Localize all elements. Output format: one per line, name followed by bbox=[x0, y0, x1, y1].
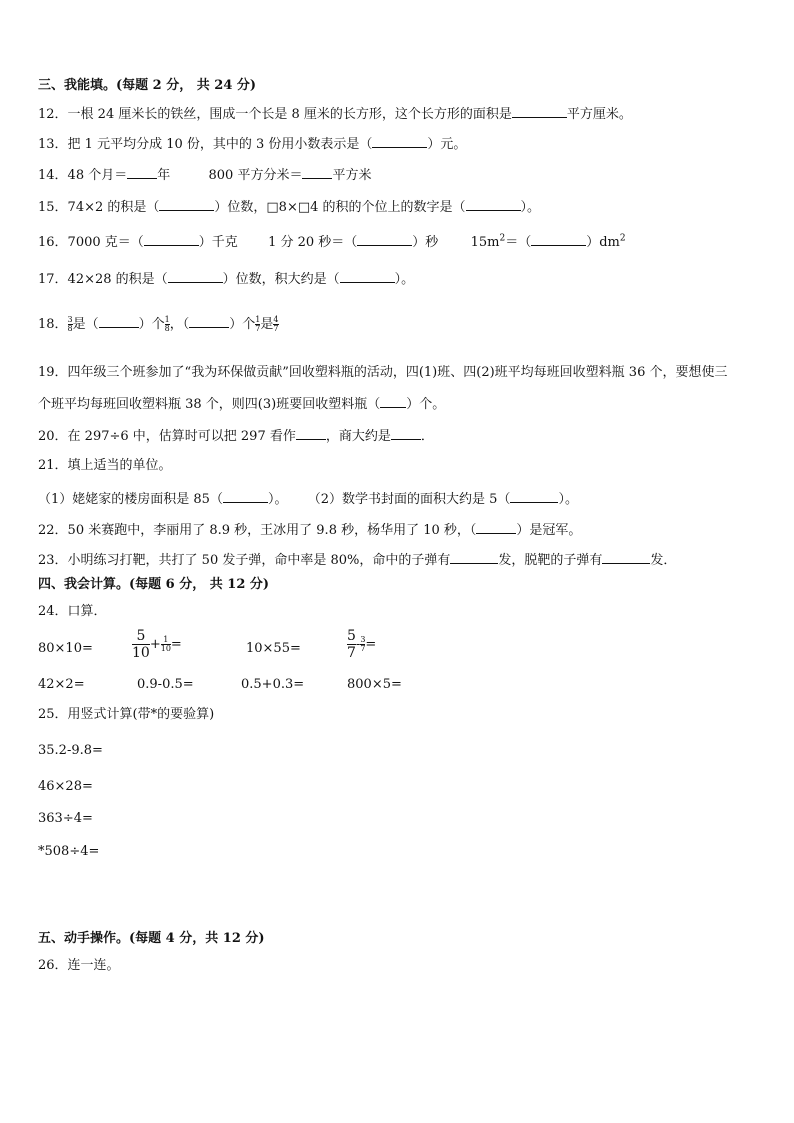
question-24-title: 24．口算． bbox=[38, 604, 107, 619]
question-21-parts bbox=[38, 490, 578, 508]
question-17 bbox=[38, 270, 414, 288]
q12-answer-blank[interactable] bbox=[512, 105, 567, 118]
question-22 bbox=[38, 521, 581, 539]
question-15 bbox=[38, 198, 540, 216]
q24-item-4-frac-b: $\frac{3}{7}$ bbox=[360, 635, 366, 653]
q24-item-2-frac-a: $\frac{5}{10}$ bbox=[132, 628, 150, 661]
q18-fraction-3: $\frac{1}{7}$ bbox=[255, 315, 261, 333]
q16-text-b: 1 分 20 秒＝（ bbox=[268, 235, 358, 250]
question-18 bbox=[38, 315, 279, 333]
q24-item-7: 0.5+0.3= bbox=[241, 677, 305, 692]
q14-unit-b: 平方米 bbox=[332, 168, 372, 183]
q24-item-5: 42×2= bbox=[38, 677, 85, 692]
q13-answer-blank[interactable] bbox=[372, 135, 427, 148]
q18-text-d: ）个 bbox=[229, 317, 256, 332]
q23-text-c: 发． bbox=[650, 553, 677, 568]
q24-item-4-eq: = bbox=[365, 637, 377, 652]
q16-exponent-2: 2 bbox=[619, 233, 626, 244]
q24-item-4-op: - bbox=[355, 637, 361, 652]
q17-text-c: ）。 bbox=[394, 272, 415, 287]
q16-unit-b: ）秒 bbox=[412, 235, 439, 250]
question-26: 26．连一连。 bbox=[38, 958, 120, 973]
q16-text-c: 15m bbox=[470, 235, 500, 250]
q25-item-4: *508÷4= bbox=[38, 844, 100, 859]
q16-answer-blank-1[interactable] bbox=[144, 233, 199, 246]
q24-item-6: 0.9-0.5= bbox=[137, 677, 194, 692]
q20-text-c: ． bbox=[420, 429, 434, 444]
q15-text-b: ）位数，□8×□4 的积的个位上的数字是（ bbox=[214, 200, 466, 215]
q18-text-c: ，（ bbox=[169, 317, 190, 332]
q18-text-e: 是 bbox=[260, 317, 274, 332]
q23-answer-blank-2[interactable] bbox=[602, 551, 650, 564]
q24-item-1: 80×10= bbox=[38, 641, 93, 656]
q16-text-d: ＝（ bbox=[505, 235, 532, 250]
q16-answer-blank-3[interactable] bbox=[531, 233, 586, 246]
q14-text-b: 800 平方分米＝ bbox=[208, 168, 303, 183]
q20-text-a: 20．在 297÷6 中，估算时可以把 297 看作 bbox=[38, 429, 296, 444]
question-14 bbox=[38, 166, 371, 184]
q21-part2-end: ）。 bbox=[558, 492, 578, 507]
q12-unit: 平方厘米。 bbox=[566, 107, 632, 122]
q14-unit-a: 年 bbox=[157, 168, 171, 183]
q16-answer-blank-2[interactable] bbox=[357, 233, 412, 246]
q21-answer-blank-1[interactable] bbox=[223, 490, 268, 503]
q23-text-a: 23．小明练习打靶，共打了 50 发子弹，命中率是 80%，命中的子弹有 bbox=[38, 553, 451, 568]
q24-item-2-op: + bbox=[149, 637, 161, 652]
q25-item-1: 35.2-9.8= bbox=[38, 743, 103, 758]
q18-number: 18． bbox=[38, 317, 68, 332]
section-3-heading: 三、我能填。(每题 2 分， 共 24 分) bbox=[38, 78, 257, 93]
q17-answer-blank-2[interactable] bbox=[340, 270, 395, 283]
q19-answer-blank[interactable] bbox=[380, 395, 406, 408]
question-20 bbox=[38, 427, 434, 445]
q14-answer-blank-2[interactable] bbox=[302, 166, 332, 179]
q21-answer-blank-2[interactable] bbox=[510, 490, 558, 503]
question-25-title: 25．用竖式计算(带*的要验算) bbox=[38, 707, 215, 722]
q21-part1-end: ）。 bbox=[267, 492, 288, 507]
q24-item-4 bbox=[347, 628, 376, 661]
q13-unit: ）元。 bbox=[427, 137, 467, 152]
q17-text-b: ）位数，积大约是（ bbox=[222, 272, 340, 287]
q16-exponent-1: 2 bbox=[499, 233, 506, 244]
q14-text-a: 14．48 个月＝ bbox=[38, 168, 128, 183]
question-23 bbox=[38, 551, 676, 569]
q23-text-b: 发，脱靶的子弹有 bbox=[498, 553, 603, 568]
q18-answer-blank-1[interactable] bbox=[99, 315, 139, 328]
q16-text-a: 16．7000 克＝（ bbox=[38, 235, 144, 250]
q25-item-3: 363÷4= bbox=[38, 811, 93, 826]
q24-item-3: 10×55= bbox=[246, 641, 301, 656]
question-21-title: 21．填上适当的单位。 bbox=[38, 458, 172, 473]
q18-fraction-2: $\frac{1}{8}$ bbox=[164, 315, 170, 333]
q24-item-8: 800×5= bbox=[347, 677, 402, 692]
q22-text: 22．50 米赛跑中，李丽用了 8.9 秒，王冰用了 9.8 秒，杨华用了 10 秒，（ bbox=[38, 523, 477, 538]
question-19-line-2 bbox=[38, 395, 445, 413]
question-16 bbox=[38, 233, 626, 251]
question-12 bbox=[38, 105, 632, 123]
q21-part1-text: （1）姥姥家的楼房面积是 85（ bbox=[38, 492, 223, 507]
q18-fraction-1: $\frac{3}{8}$ bbox=[67, 315, 73, 333]
q19-unit: ）个。 bbox=[406, 397, 446, 412]
q15-answer-blank-2[interactable] bbox=[466, 198, 521, 211]
q16-unit-a: ）千克 bbox=[198, 235, 238, 250]
q23-answer-blank-1[interactable] bbox=[450, 551, 498, 564]
q24-item-2-eq: = bbox=[170, 637, 182, 652]
q18-fraction-4: $\frac{4}{7}$ bbox=[273, 315, 279, 333]
q15-text-a: 15．74×2 的积是（ bbox=[38, 200, 160, 215]
q18-text-a: 是（ bbox=[72, 317, 99, 332]
q24-item-2-frac-b: $\frac{1}{10}$ bbox=[160, 635, 171, 653]
section-4-heading: 四、我会计算。(每题 6 分， 共 12 分) bbox=[38, 577, 270, 592]
q17-answer-blank-1[interactable] bbox=[168, 270, 223, 283]
q19-text: 个班平均每班回收塑料瓶 38 个，则四(3)班要回收塑料瓶（ bbox=[38, 397, 381, 412]
q20-answer-blank-2[interactable] bbox=[391, 427, 421, 440]
q22-end: ）是冠军。 bbox=[516, 523, 582, 538]
question-19-line-1: 19．四年级三个班参加了“我为环保做贡献”回收塑料瓶的活动，四(1)班、四(2)班平均每班回收塑料瓶 36 个，要想使三 bbox=[38, 365, 728, 380]
q20-text-b: ，商大约是 bbox=[325, 429, 391, 444]
q17-text-a: 17．42×28 的积是（ bbox=[38, 272, 168, 287]
q18-text-b: ）个 bbox=[138, 317, 165, 332]
q24-item-4-frac-a: $\frac{5}{7}$ bbox=[347, 628, 356, 661]
section-5-heading: 五、动手操作。(每题 4 分，共 12 分) bbox=[38, 931, 265, 946]
q14-answer-blank-1[interactable] bbox=[127, 166, 157, 179]
q21-part2-text: （2）数学书封面的面积大约是 5（ bbox=[307, 492, 511, 507]
q16-unit-c: ）dm bbox=[586, 235, 620, 250]
q18-answer-blank-2[interactable] bbox=[189, 315, 229, 328]
q25-item-2: 46×28= bbox=[38, 779, 93, 794]
q15-text-c: ）。 bbox=[520, 200, 541, 215]
q24-item-2 bbox=[132, 628, 182, 661]
q15-answer-blank-1[interactable] bbox=[159, 198, 214, 211]
q22-answer-blank[interactable] bbox=[476, 521, 516, 534]
q20-answer-blank-1[interactable] bbox=[296, 427, 326, 440]
q13-text: 13．把 1 元平均分成 10 份，其中的 3 份用小数表示是（ bbox=[38, 137, 373, 152]
question-13 bbox=[38, 135, 466, 153]
q12-text: 12．一根 24 厘米长的铁丝，围成一个长是 8 厘米的长方形，这个长方形的面积是 bbox=[38, 107, 512, 122]
